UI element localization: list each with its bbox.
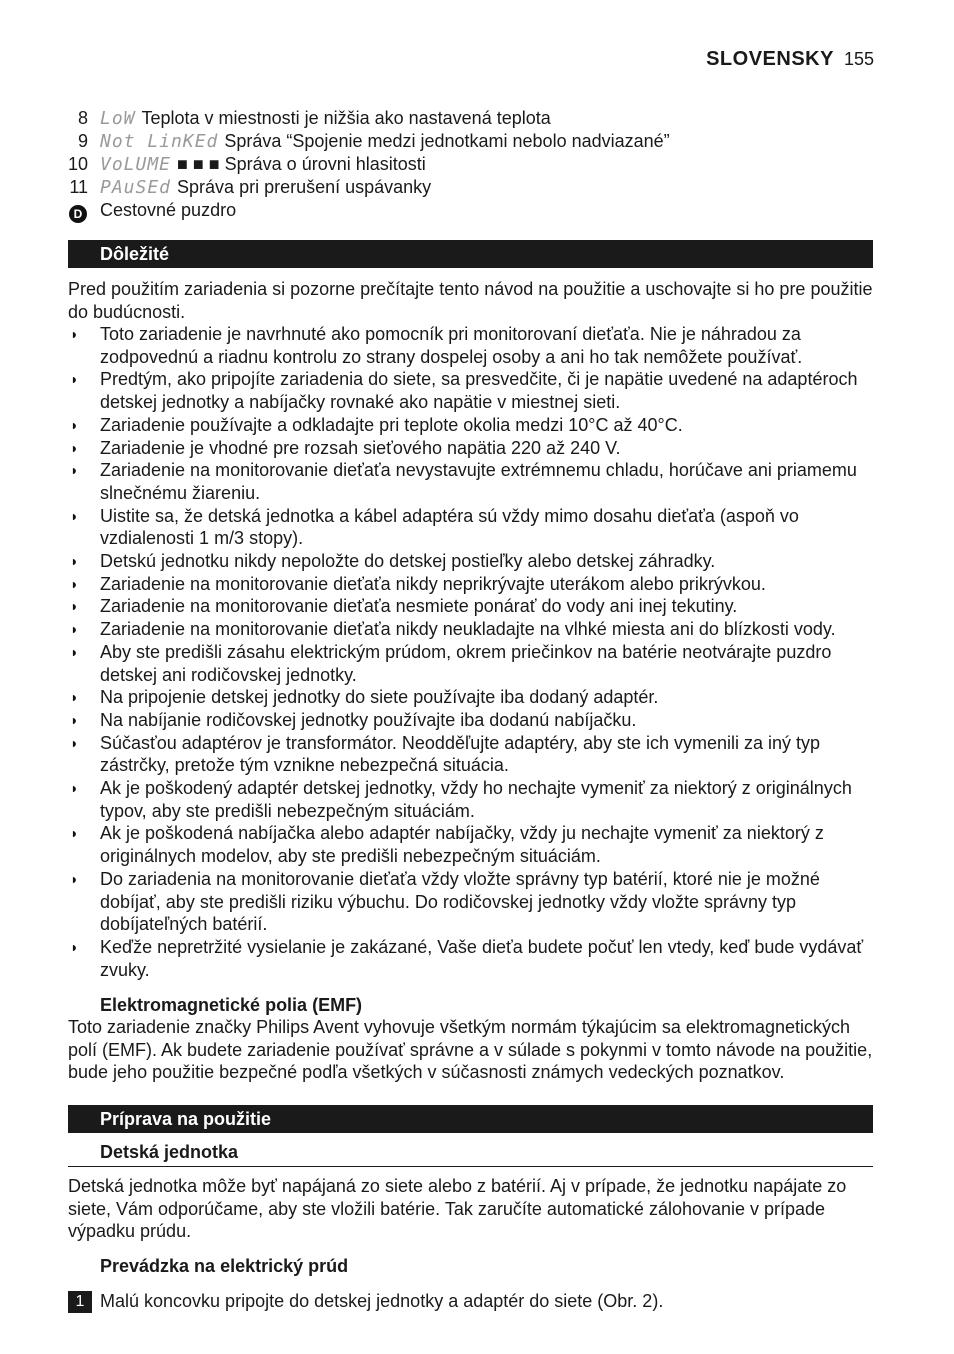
important-bullet-list — [68, 323, 880, 981]
bullet-text: Na nabíjanie rodičovskej jednotky používajte iba dodanú nabíjačku. — [100, 709, 637, 730]
bullet-marker-icon: ◗ — [70, 734, 79, 751]
bullet-text: Súčasťou adaptérov je transformátor. Neodděľujte adaptéry, aby ste ich vymenili za iný typ zástrčky, pretože tým vznikne nebezpečná situácia. — [100, 732, 821, 776]
emf-heading: Elektromagnetické polia (EMF) — [100, 995, 363, 1015]
mains-heading: Prevádzka na elektrický prúd — [100, 1256, 349, 1276]
page-header — [706, 48, 874, 71]
bullet-text: Zariadenie na monitorovanie dieťaťa nikdy neukladajte na vlhké miesta ani do blízkosti vody. — [100, 619, 836, 640]
bullet-text: Zariadenie na monitorovanie dieťaťa nikdy neprikrývajte uterákom alebo prikrývkou. — [100, 573, 766, 594]
bullet-text: Ak je poškodený adaptér detskej jednotky, vždy ho nechajte vymeniť za niektorý z originálnych typov, aby ste predišli nebezpečným situáciám. — [100, 778, 852, 821]
bullet-marker-icon: ◗ — [70, 462, 79, 479]
bullet-item — [68, 505, 880, 550]
bullet-marker-icon: ◗ — [70, 598, 79, 615]
bullet-item — [68, 618, 880, 641]
bullet-marker-icon: ◗ — [70, 780, 79, 797]
list-item: D Cestovné puzdro — [66, 199, 876, 222]
bullet-item — [68, 368, 880, 413]
bullet-item — [68, 709, 880, 732]
bullet-marker-icon: ◗ — [70, 371, 79, 388]
divider — [68, 1166, 873, 1167]
important-intro: Pred použitím zariadenia si pozorne prečítajte tento návod na použitie a uschovajte si ho pre použitie do budúcnosti. — [68, 279, 873, 322]
bullet-text: Keďže nepretržité vysielanie je zakázané, Vaše dieťa budete počuť len vtedy, keď bude vydávať zvuky. — [100, 936, 864, 980]
bullet-marker-icon: ◗ — [70, 825, 79, 842]
step-number: 1 — [68, 1291, 92, 1313]
bullet-text: Toto zariadenie je navrhnuté ako pomocník pri monitorovaní dieťaťa. Nie je náhradou za zodpovednú a riadnu kontrolu zo strany dospelej osoby a ani ho tak nemôžete používať. — [100, 324, 803, 367]
bullet-item — [68, 595, 880, 618]
bullet-text: Aby ste predišli zásahu elektrickým prúdom, okrem priečinkov na batérie neotvárajte puzdro detskej ani rodičovskej jednotky. — [100, 641, 832, 685]
page-number: 155 — [843, 49, 874, 69]
bullet-marker-icon: ◗ — [70, 711, 79, 728]
list-item: 8 LoW Teplota v miestnosti je nižšia ako nastavená teplota — [77, 108, 551, 129]
bullet-marker-icon: ◗ — [70, 870, 79, 887]
language-label: SLOVENSKY — [706, 48, 834, 70]
bullet-text: Predtým, ako pripojíte zariadenia do siete, sa presvedčite, či je napätie uvedené na adaptéroch detskej jednotky a nabíjačky rovnaké ako napätie v miestnej sieti. — [100, 369, 858, 413]
bullet-marker-icon: ◗ — [70, 621, 79, 638]
bullet-item — [68, 686, 880, 709]
bullet-marker-icon: ◗ — [70, 507, 79, 524]
bullet-marker-icon: ◗ — [70, 575, 79, 592]
bullet-text: Uistite sa, že detská jednotka a kábel adaptéra sú vždy mimo dosahu dieťaťa (aspoň vo vzdialenosti 1 m/3 stopy). — [100, 505, 799, 549]
lcd-display-text: VoLUME — [100, 154, 172, 175]
bullet-text: Zariadenie je vhodné pre rozsah sieťového napätia 220 až 240 V. — [100, 437, 621, 458]
baby-unit-heading: Detská jednotka — [100, 1142, 239, 1162]
bullet-item — [68, 323, 880, 368]
list-item: 9 Not LinKEd Správa “Spojenie medzi jednotkami nebolo nadviazané” — [77, 131, 670, 152]
bullet-marker-icon: ◗ — [70, 553, 79, 570]
bullet-item — [68, 732, 880, 777]
bullet-marker-icon: ◗ — [70, 938, 79, 955]
section-bar-important: Dôležité — [68, 240, 873, 268]
bullet-marker-icon: ◗ — [70, 643, 79, 660]
bullet-item — [68, 459, 880, 504]
bullet-text: Zariadenie na monitorovanie dieťaťa nesmiete ponárať do vody ani inej tekutiny. — [100, 596, 738, 617]
step-text: Malú koncovku pripojte do detskej jednotky a adaptér do siete (Obr. 2). — [100, 1291, 664, 1311]
bullet-text: Do zariadenia na monitorovanie dieťaťa vždy vložte správny typ batérií, ktoré nie je možné dobíjať, aby ste predišli riziku výbuchu. Do rodičovskej jednotky vždy vložte správny typ dobíjateľných batérií. — [100, 868, 820, 935]
bullet-item — [68, 550, 880, 573]
bullet-text: Na pripojenie detskej jednotky do siete používajte iba dodaný adaptér. — [100, 687, 659, 708]
legend-list — [66, 107, 876, 222]
bullet-item — [68, 777, 880, 822]
bullet-text: Detskú jednotku nikdy nepoložte do detskej postieľky alebo detskej záhradky. — [100, 551, 716, 572]
bullet-item — [68, 641, 880, 686]
bullet-item — [68, 414, 880, 437]
bullet-text: Ak je poškodená nabíjačka alebo adaptér nabíjačky, vždy ju nechajte vymeniť za niektorý z originálnych modelov, aby ste predišli nebezpečným situáciám. — [100, 823, 824, 867]
bullet-text: Zariadenie používajte a odkladajte pri teplote okolia medzi 10°C až 40°C. — [100, 414, 683, 435]
bullet-item — [68, 573, 880, 596]
bullet-item — [68, 822, 880, 867]
bullet-item — [68, 936, 880, 981]
lcd-display-text: PAuSEd — [100, 177, 172, 198]
lcd-display-text: LoW — [100, 108, 136, 129]
bullet-text: Zariadenie na monitorovanie dieťaťa nevystavujte extrémnemu chladu, horúčave ani priamemu slnečnému žiareniu. — [100, 460, 857, 503]
bullet-marker-icon: ◗ — [70, 689, 79, 706]
lcd-display-text: Not LinKEd — [100, 131, 219, 152]
bullet-marker-icon: ◗ — [70, 439, 79, 456]
bullet-marker-icon: ◗ — [70, 416, 79, 433]
bullet-item — [68, 868, 880, 936]
section-bar-preparation: Príprava na použitie — [68, 1105, 873, 1133]
list-item: 11 PAuSEd Správa pri prerušení uspávanky — [69, 177, 432, 198]
list-item: 10 VoLUME ■ ■ ■ Správa o úrovni hlasitosti — [67, 154, 426, 175]
letter-badge: D — [69, 205, 87, 223]
emf-text: Toto zariadenie značky Philips Avent vyhovuje všetkým normám týkajúcim sa elektromagnetických polí (EMF). Ak budete zariadenie používať správne a v súlade s pokynmi v tomto návode na použitie, bude jeho použitie bezpečné podľa všetkých v súčasnosti známych vedeckých poznatkov. — [68, 1017, 873, 1083]
bullet-item — [68, 437, 880, 460]
bullet-marker-icon: ◗ — [70, 326, 79, 342]
baby-unit-text: Detská jednotka môže byť napájaná zo siete alebo z batérií. Aj v prípade, že jednotku napájate zo siete, Vám odporúčame, aby ste vložili batérie. Tak zaručíte automatické zálohovanie v prípade výpadku prúdu. — [68, 1176, 847, 1242]
